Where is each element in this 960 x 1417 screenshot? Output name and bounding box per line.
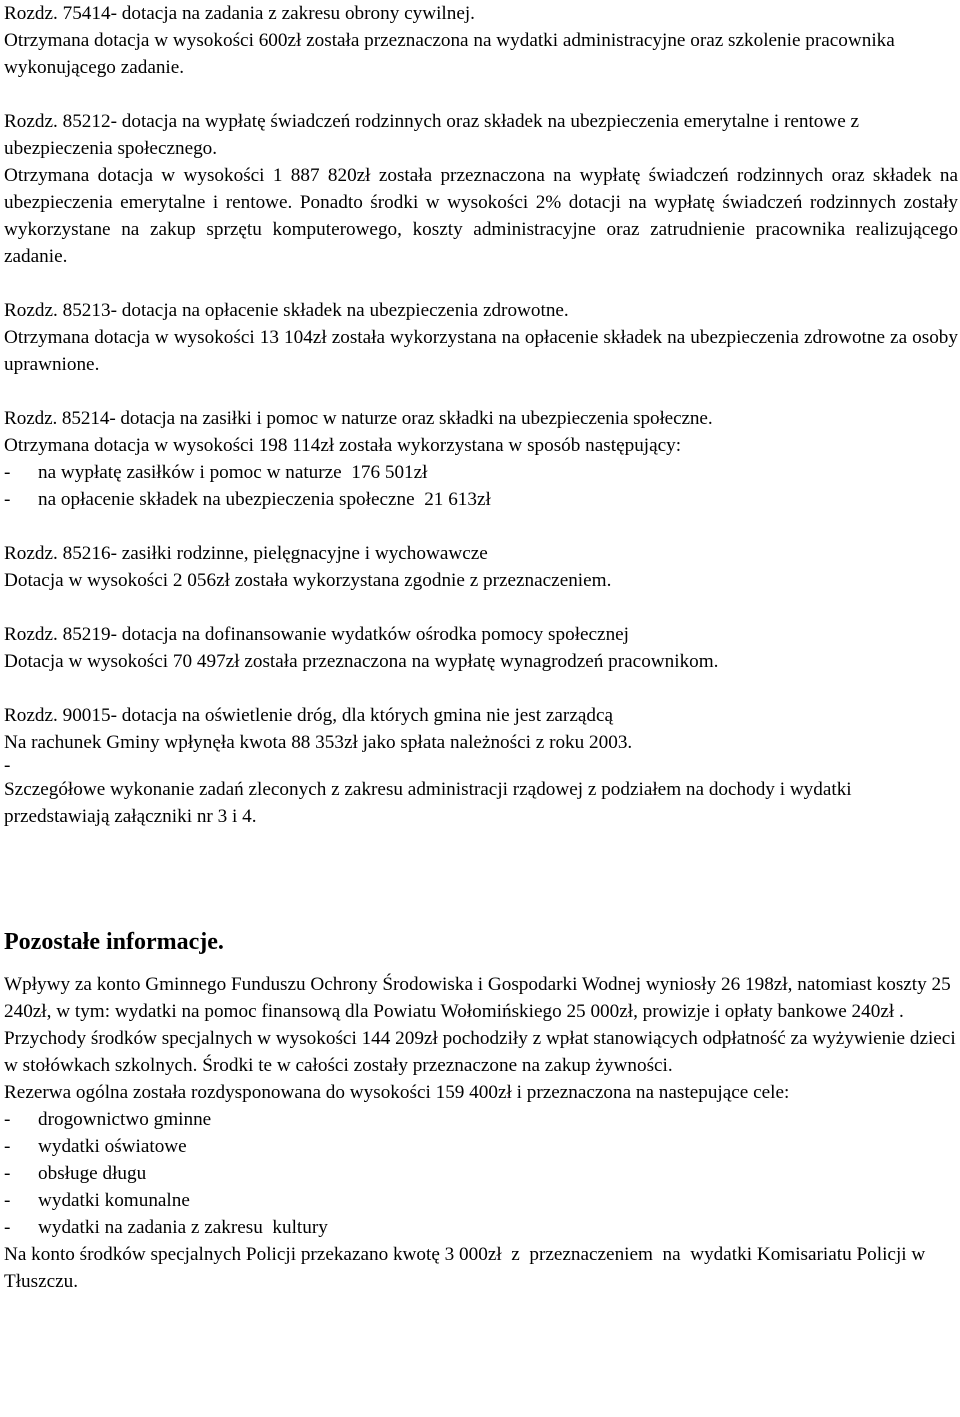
spacer bbox=[4, 81, 958, 108]
summary-dash: - bbox=[4, 755, 11, 776]
section-text: Otrzymana dotacja w wysokości 600zł została przeznaczona na wydatki administracyjne oraz szkolenie pracownika wykonującego zadanie. bbox=[4, 30, 895, 78]
list-item-text: na wypłatę zasiłków i pomoc w naturze 176 501zł bbox=[38, 462, 428, 483]
section-heading: Rozdz. 75414- dotacja na zadania z zakresu obrony cywilnej. bbox=[4, 3, 475, 24]
list-item bbox=[4, 1133, 958, 1160]
section-90015 bbox=[4, 702, 958, 756]
list-item-text: obsługe długu bbox=[38, 1163, 147, 1184]
section-heading: Rozdz. 85212- dotacja na wypłatę świadczeń rodzinnych oraz składek na ubezpieczenia emerytalne i rentowe z ubezpieczenia społecznego. bbox=[4, 111, 860, 159]
section-text: Na rachunek Gminy wpłynęła kwota 88 353zł jako spłata należności z roku 2003. bbox=[4, 732, 633, 753]
section-text-rest: Ponadto środki w wysokości 2% dotacji na wypłatę świadczeń rodzinnych zostały wykorzystane na zakup sprzętu komputerowego, koszty administracyjne oraz zatrudnienie pracownika realizującego zadanie. bbox=[4, 192, 959, 267]
paragraph: Wpływy za konto Gminnego Funduszu Ochrony Środowiska i Gospodarki Wodnej wyniosły 26 198zł, natomiast koszty 25 240zł, w tym: wydatki na pomoc finansową dla Powiatu Wołomińskiego 25 000zł, prowizje i opłaty bankowe 240zł . bbox=[4, 974, 951, 1022]
document bbox=[4, 0, 958, 1295]
other-information bbox=[4, 927, 958, 1295]
list-dash: - bbox=[4, 462, 11, 483]
section-heading: Rozdz. 85219- dotacja na dofinansowanie wydatków ośrodka pomocy społecznej bbox=[4, 624, 630, 645]
section-85214 bbox=[4, 405, 958, 513]
list-dash: - bbox=[4, 1136, 11, 1157]
section-85212 bbox=[4, 108, 958, 270]
list-item bbox=[4, 1160, 958, 1187]
list-item-text: wydatki na zadania z zakresu kultury bbox=[38, 1217, 328, 1238]
list-item-text: wydatki oświatowe bbox=[38, 1136, 187, 1157]
list-item bbox=[4, 1214, 958, 1241]
list-dash: - bbox=[4, 1217, 11, 1238]
page-title: Pozostałe informacje. bbox=[4, 929, 224, 955]
list-item-text: na opłacenie składek na ubezpieczenia społeczne 21 613zł bbox=[38, 489, 491, 510]
list-item bbox=[4, 1106, 958, 1133]
paragraph: Na konto środków specjalnych Policji przekazano kwotę 3 000zł z przeznaczeniem na wydatki Komisariatu Policji w Tłuszczu. bbox=[4, 1244, 930, 1292]
spacer bbox=[4, 830, 958, 911]
section-text: Otrzymana dotacja w wysokości 13 104zł została wykorzystana na opłacenie składek na ubezpieczenia zdrowotne za osoby uprawnione. bbox=[4, 327, 958, 375]
section-heading: Rozdz. 90015- dotacja na oświetlenie dróg, dla których gmina nie jest zarządcą bbox=[4, 705, 613, 726]
list-dash: - bbox=[4, 1163, 11, 1184]
section-text bbox=[4, 162, 958, 270]
section-text: Dotacja w wysokości 2 056zł została wykorzystana zgodnie z przeznaczeniem. bbox=[4, 570, 612, 591]
section-heading: Rozdz. 85213- dotacja na opłacenie składek na ubezpieczenia zdrowotne. bbox=[4, 300, 569, 321]
list-dash: - bbox=[4, 1190, 11, 1211]
section-heading: Rozdz. 85216- zasiłki rodzinne, pielęgnacyjne i wychowawcze bbox=[4, 543, 488, 564]
spacer bbox=[4, 378, 958, 405]
list-dash: - bbox=[4, 1109, 11, 1130]
list-item bbox=[4, 486, 958, 513]
list-item bbox=[4, 459, 958, 486]
list-item-text: wydatki komunalne bbox=[38, 1190, 190, 1211]
section-text: Dotacja w wysokości 70 497zł została przeznaczona na wypłatę wynagrodzeń pracownikom. bbox=[4, 651, 719, 672]
list-dash: - bbox=[4, 489, 11, 510]
section-text-main: Otrzymana dotacja w wysokości 1 887 820zł została przeznaczona na wypłatę świadczeń rodzinnych oraz składek na ubezpieczenia emerytalne i rentowe. bbox=[4, 165, 958, 213]
list-item-text: drogownictwo gminne bbox=[38, 1109, 212, 1130]
section-75414 bbox=[4, 0, 958, 81]
paragraph: Przychody środków specjalnych w wysokości 144 209zł pochodziły z wpłat stanowiących odpłatność za wyżywienie dzieci w stołówkach szkolnych. Środki te w całości zostały przeznaczone na zakup żywności. bbox=[4, 1028, 956, 1076]
section-85216 bbox=[4, 540, 958, 594]
section-85213 bbox=[4, 297, 958, 378]
section-text: Otrzymana dotacja w wysokości 198 114zł została wykorzystana w sposób następujący: bbox=[4, 435, 682, 456]
list-item bbox=[4, 1187, 958, 1214]
summary bbox=[4, 756, 958, 830]
spacer bbox=[4, 675, 958, 702]
summary-text: Szczegółowe wykonanie zadań zleconych z zakresu administracji rządowej z podziałem na dochody i wydatki przedstawiają załączniki nr 3 i 4. bbox=[4, 779, 852, 827]
spacer bbox=[4, 270, 958, 297]
spacer bbox=[4, 594, 958, 621]
section-85219 bbox=[4, 621, 958, 675]
section-heading: Rozdz. 85214- dotacja na zasiłki i pomoc w naturze oraz składki na ubezpieczenia społeczne. bbox=[4, 408, 713, 429]
paragraph: Rezerwa ogólna została rozdysponowana do wysokości 159 400zł i przeznaczona na nastepujące cele: bbox=[4, 1082, 790, 1103]
spacer bbox=[4, 513, 958, 540]
